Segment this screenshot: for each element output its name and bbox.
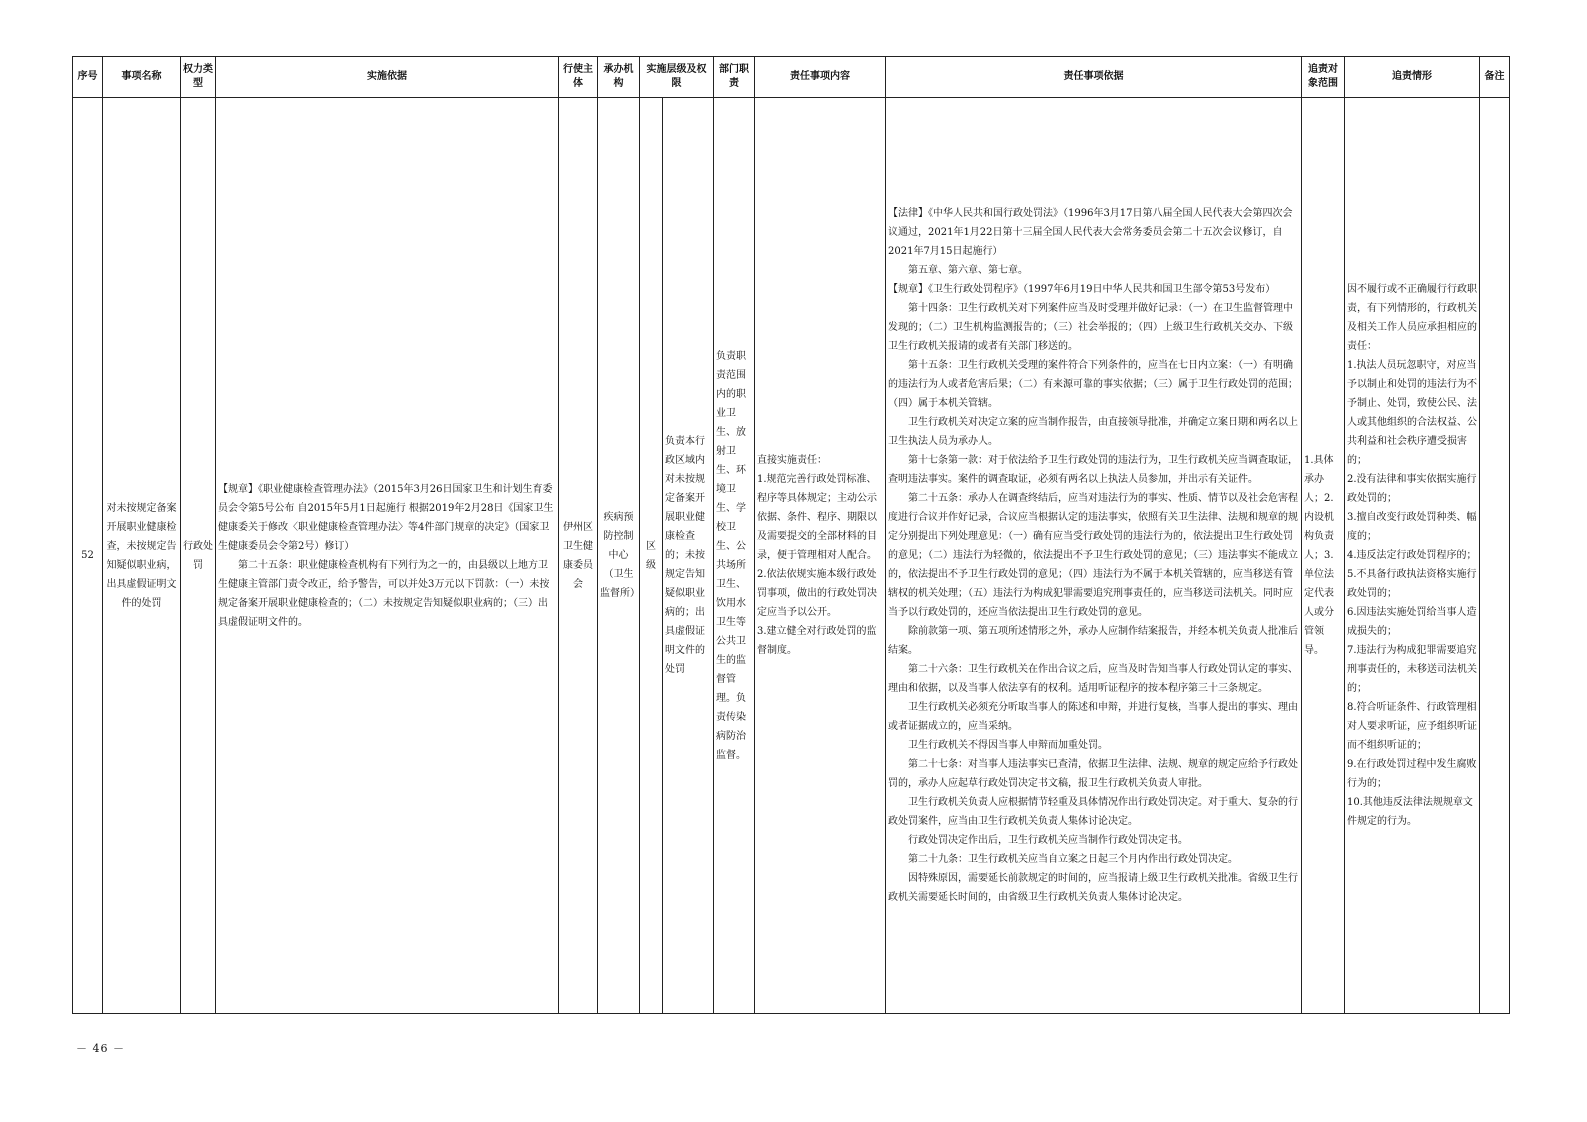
header-scope: 追责对象范围 — [1302, 57, 1345, 98]
accountability-case: 10.其他违反法律法规规章文件规定的行为。 — [1347, 797, 1473, 827]
header-dept-duty: 部门职责 — [714, 57, 755, 98]
resp-basis-paragraph: 第二十六条：卫生行政机关在作出合议之后，应当及时告知当事人行政处罚认定的事实、理由和依据，以及当事人依法享有的权利。适用听证程序的按本程序第三十三条规定。 — [888, 664, 1298, 694]
resp-content-line: 直接实施责任： — [757, 455, 827, 466]
resp-content-line: 1.规范完善行政处罚标准、程序等具体规定；主动公示依据、条件、程序、期限以及需要提交的全部材料的目录，便于管理相对人配合。 — [757, 474, 877, 561]
header-agency: 承办机构 — [598, 57, 640, 98]
header-seq: 序号 — [73, 57, 103, 98]
basis-source: 【规章】《职业健康检查管理办法》（2015年3月26日国家卫生和计划生育委员会令第5号公布 自2015年5月1日起施行 根据2019年2月28日《国家卫生健康委关于修改〈职业健康检查管理办法〉等4件部门规章的决定》（国家卫生健康委员会令第2号）修订） — [218, 483, 554, 552]
cell-level: 区级 — [640, 98, 663, 1014]
accountability-case: 因不履行或不正确履行行政职责，有下列情形的，行政机关及相关工作人员应承担相应的责任： — [1347, 284, 1477, 352]
table-row — [73, 98, 1510, 1014]
header-level: 实施层级及权限 — [640, 57, 714, 98]
resp-basis-paragraph: 卫生行政机关不得因当事人申辩而加重处罚。 — [908, 740, 1108, 751]
header-resp-basis: 责任事项依据 — [886, 57, 1302, 98]
cell-resp-content — [755, 98, 886, 1014]
cell-remark — [1480, 98, 1510, 1014]
basis-article: 第二十五条：职业健康检查机构有下列行为之一的，由县级以上地方卫生健康主管部门责令改正，给予警告，可以并处3万元以下罚款：（一）未按规定备案开展职业健康检查的；（二）未按规定告知疑似职业病的；（三）出具虚假证明文件的。 — [218, 559, 550, 628]
accountability-case: 5.不具备行政执法资格实施行政处罚的； — [1347, 569, 1477, 599]
cell-scope: 1.具体承办人；2.内设机构负责人；3.单位法定代表人或分管领导。 — [1302, 98, 1345, 1014]
header-remark: 备注 — [1480, 57, 1510, 98]
resp-basis-paragraph: 第五章、第六章、第七章。 — [908, 265, 1028, 276]
header-basis: 实施依据 — [216, 57, 559, 98]
cell-seq: 52 — [73, 98, 103, 1014]
resp-basis-paragraph: 卫生行政机关必须充分听取当事人的陈述和申辩，并进行复核，当事人提出的事实、理由或者证据成立的，应当采纳。 — [888, 702, 1298, 732]
accountability-case: 4.违反法定行政处罚程序的； — [1347, 550, 1477, 561]
resp-basis-paragraph: 行政处罚决定作出后，卫生行政机关应当制作行政处罚决定书。 — [908, 835, 1188, 846]
header-resp-content: 责任事项内容 — [755, 57, 886, 98]
accountability-case: 3.擅自改变行政处罚种类、幅度的； — [1347, 512, 1477, 542]
header-name: 事项名称 — [103, 57, 181, 98]
cell-cases — [1345, 98, 1480, 1014]
header-power-type: 权力类型 — [181, 57, 216, 98]
resp-basis-paragraph: 第二十九条：卫生行政机关应当自立案之日起三个月内作出行政处罚决定。 — [908, 854, 1238, 865]
accountability-case: 2.没有法律和事实依据实施行政处罚的； — [1347, 474, 1477, 504]
header-row — [73, 57, 1510, 98]
header-subject: 行使主体 — [559, 57, 598, 98]
cell-dept-duty: 负责职责范围内的职业卫生、放射卫生、环境卫生、学校卫生、公共场所卫生、饮用水卫生等公共卫生的监督管理。负责传染病防治监督。 — [714, 98, 755, 1014]
cell-agency: 疾病预防控制中心（卫生监督所） — [598, 98, 640, 1014]
cell-basis — [216, 98, 559, 1014]
cell-item-name: 对未按规定备案开展职业健康检查，未按规定告知疑似职业病，出具虚假证明文件的处罚 — [103, 98, 181, 1014]
resp-content-line: 2.依法依规实施本级行政处罚事项，做出的行政处罚决定应当予以公开。 — [757, 569, 877, 618]
resp-basis-paragraph: 第二十七条：对当事人违法事实已查清，依据卫生法律、法规、规章的规定应给予行政处罚的，承办人应起草行政处罚决定书文稿，报卫生行政机关负责人审批。 — [888, 759, 1298, 789]
resp-basis-paragraph: 因特殊原因，需要延长前款规定的时间的，应当报请上级卫生行政机关批准。省级卫生行政机关需要延长时间的，由省级卫生行政机关负责人集体讨论决定。 — [888, 873, 1298, 903]
resp-content-line: 3.建立健全对行政处罚的监督制度。 — [757, 626, 877, 656]
accountability-case: 9.在行政处罚过程中发生腐败行为的； — [1347, 759, 1477, 789]
resp-basis-paragraph: 卫生行政机关负责人应根据情节轻重及具体情况作出行政处罚决定。对于重大、复杂的行政处罚案件，应当由卫生行政机关负责人集体讨论决定。 — [888, 797, 1298, 827]
resp-basis-paragraph: 卫生行政机关对决定立案的应当制作报告，由直接领导批准，并确定立案日期和两名以上卫生执法人员为承办人。 — [888, 417, 1298, 447]
resp-basis-paragraph: 第十四条：卫生行政机关对下列案件应当及时受理并做好记录：（一）在卫生监督管理中发现的；（二）卫生机构监测报告的；（三）社会举报的；（四）上级卫生行政机关交办、下级卫生行政机关报请的或者有关部门移送的。 — [888, 303, 1293, 352]
resp-basis-paragraph: 除前款第一项、第五项所述情形之外，承办人应制作结案报告，并经本机关负责人批准后结案。 — [888, 626, 1298, 656]
resp-basis-paragraph: 第十七条第一款：对于依法给予卫生行政处罚的违法行为，卫生行政机关应当调查取证，查明违法事实。案件的调查取证，必须有两名以上执法人员参加，并出示有关证件。 — [888, 455, 1298, 485]
accountability-case: 8.符合听证条件、行政管理相对人要求听证，应予组织听证而不组织听证的； — [1347, 702, 1477, 751]
cell-resp-basis — [886, 98, 1302, 1014]
resp-basis-paragraph: 第二十五条：承办人在调查终结后，应当对违法行为的事实、性质、情节以及社会危害程度进行合议并作好记录，合议应当根据认定的违法事实，依照有关卫生法律、法规和规章的规定分别提出下列处理意见：（一）确有应当受行政处罚的违法行为的，依法提出卫生行政处罚的意见；（二）违法行为轻微的，依法提出不予卫生行政处罚的意见；（三）违法事实不能成立的，依法提出不予卫生行政处罚的意见；（四）违法行为不属于本机关管辖的，应当移送有管辖权的机关处理；（五）违法行为构成犯罪需要追究刑事责任的，应当移送司法机关。同时应当予以行政处罚的，还应当依法提出卫生行政处罚的意见。 — [888, 493, 1298, 618]
accountability-table — [72, 56, 1510, 1014]
accountability-case: 7.违法行为构成犯罪需要追究刑事责任的，未移送司法机关的； — [1347, 645, 1477, 694]
accountability-case: 6.因违法实施处罚给当事人造成损失的； — [1347, 607, 1477, 637]
resp-basis-paragraph: 【法律】《中华人民共和国行政处罚法》（1996年3月17日第八届全国人民代表大会第四次会议通过，2021年1月22日第十三届全国人民代表大会常务委员会第二十五次会议修订，自2021年7月15日起施行） — [888, 208, 1293, 257]
cell-subject: 伊州区卫生健康委员会 — [559, 98, 598, 1014]
cell-level-detail: 负责本行政区域内对未按规定备案开展职业健康检查的；未按规定告知疑似职业病的；出具虚假证明文件的处罚 — [663, 98, 714, 1014]
resp-basis-paragraph: 【规章】《卫生行政处罚程序》（1997年6月19日中华人民共和国卫生部令第53号发布） — [888, 284, 1276, 295]
header-cases: 追责情形 — [1345, 57, 1480, 98]
cell-power-type: 行政处罚 — [181, 98, 216, 1014]
page-number: － 46 － — [76, 1042, 125, 1055]
accountability-case: 1.执法人员玩忽职守，对应当予以制止和处罚的违法行为不予制止、处罚，致使公民、法人或其他组织的合法权益、公共利益和社会秩序遭受损害的； — [1347, 360, 1477, 466]
resp-basis-paragraph: 第十五条：卫生行政机关受理的案件符合下列条件的，应当在七日内立案：（一）有明确的违法行为人或者危害后果；（二）有来源可靠的事实依据；（三）属于卫生行政处罚的范围；（四）属于本机关管辖。 — [888, 360, 1298, 409]
